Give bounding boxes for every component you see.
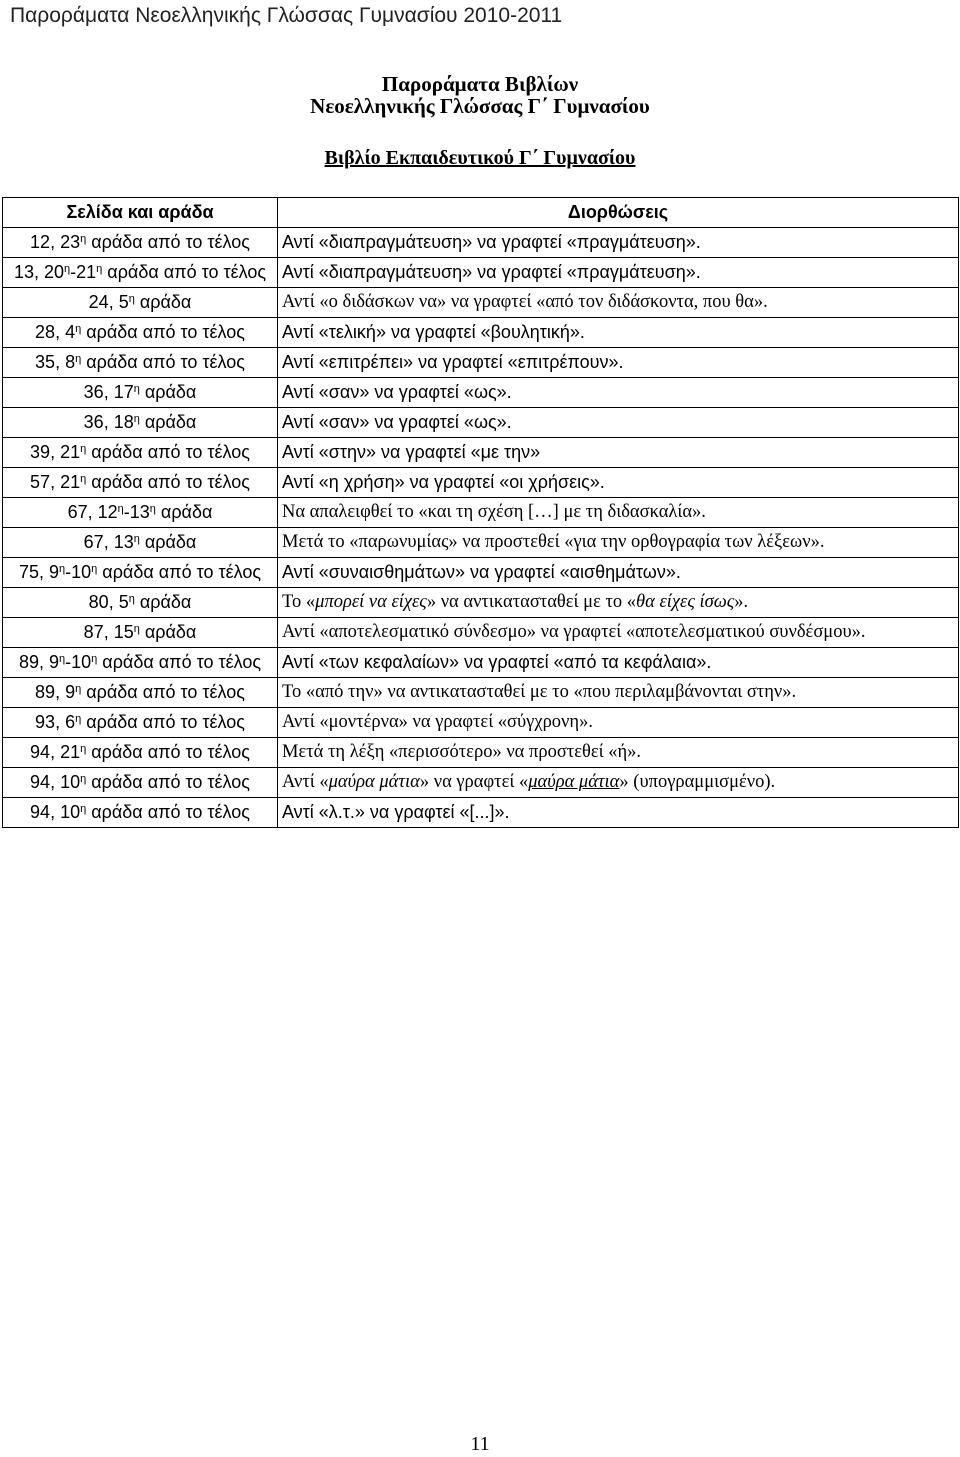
row-correction: [278, 618, 959, 648]
row-correction: [278, 738, 959, 768]
correction-text: Αντί «μοντέρνα» να γραφτεί «σύγχρονη».: [282, 712, 593, 732]
ordinal-mark: η: [80, 443, 87, 455]
correction-text: Μετά τη λέξη «περισσότερο» να προστεθεί «ή».: [282, 742, 642, 762]
row-correction: [278, 588, 959, 618]
row-correction: [278, 258, 959, 288]
row-correction: [278, 528, 959, 558]
ordinal-mark: η: [117, 503, 124, 515]
location-text: αράδα: [134, 292, 192, 312]
location-text: αράδα από το τέλος: [97, 652, 262, 672]
row-location: [3, 438, 278, 468]
location-number: 28, 4: [35, 322, 76, 342]
location-number: 57, 21: [30, 472, 81, 492]
row-location: [3, 528, 278, 558]
ordinal-mark: η: [75, 323, 82, 335]
location-number: 36, 18: [83, 412, 134, 432]
location-text: αράδα από το τέλος: [81, 682, 245, 702]
row-correction: [278, 648, 959, 678]
correction-text: Αντί «διαπραγμάτευση» να γραφτεί «πραγμάτευση».: [282, 232, 701, 252]
table-row: [3, 738, 959, 768]
row-location: [3, 228, 278, 258]
col-header-corrections: Διορθώσεις: [278, 198, 959, 228]
ordinal-mark: η: [128, 593, 135, 605]
location-text: αράδα από το τέλος: [86, 802, 250, 822]
ordinal-mark: η: [80, 233, 87, 245]
ordinal-mark: η: [91, 653, 98, 665]
correction-text: Το «: [282, 592, 316, 612]
ordinal-mark: η: [133, 533, 140, 545]
correction-italic-text: μαύρα μάτια: [328, 772, 420, 792]
location-number: 35, 8: [35, 352, 76, 372]
row-correction: [278, 768, 959, 798]
row-location: [3, 618, 278, 648]
location-number: 94, 10: [30, 772, 81, 792]
row-location: [3, 648, 278, 678]
location-number: 94, 21: [30, 742, 81, 762]
location-text: αράδα από το τέλος: [81, 712, 245, 732]
location-range: -13: [123, 502, 150, 522]
correction-text: Αντί «αποτελεσματικό σύνδεσμο» να γραφτεί «αποτελεσματικού συνδέσμου».: [282, 622, 866, 642]
location-number: 67, 12: [67, 502, 118, 522]
ordinal-mark: η: [59, 653, 66, 665]
ordinal-mark: η: [128, 293, 135, 305]
location-text: αράδα: [139, 532, 197, 552]
location-text: αράδα: [134, 592, 192, 612]
ordinal-mark: η: [149, 503, 156, 515]
running-header: Παροράματα Νεοελληνικής Γλώσσας Γυμνασίου 2010-2011: [10, 4, 563, 27]
row-correction: [278, 228, 959, 258]
ordinal-mark: η: [96, 263, 103, 275]
table-row: [3, 618, 959, 648]
row-location: [3, 678, 278, 708]
correction-text: » να γραφτεί «: [419, 772, 529, 792]
location-text: αράδα από το τέλος: [86, 232, 250, 252]
row-location: [3, 798, 278, 828]
table-row: [3, 768, 959, 798]
location-number: 94, 10: [30, 802, 81, 822]
table-row: [3, 438, 959, 468]
row-location: [3, 558, 278, 588]
location-text: αράδα: [139, 412, 197, 432]
table-row: [3, 408, 959, 438]
row-location: [3, 378, 278, 408]
errata-table: [2, 197, 959, 828]
location-number: 89, 9: [35, 682, 76, 702]
correction-text: Αντί «σαν» να γραφτεί «ως».: [282, 382, 512, 402]
location-number: 39, 21: [30, 442, 81, 462]
ordinal-mark: η: [80, 773, 87, 785]
table-row: [3, 318, 959, 348]
correction-italic-text: μπορεί να είχες: [315, 592, 427, 612]
correction-text: Αντί «τελική» να γραφτεί «βουλητική».: [282, 322, 585, 342]
table-row: [3, 378, 959, 408]
row-correction: [278, 438, 959, 468]
correction-text: Το «από την» να αντικατασταθεί με το «που περιλαμβάνονται στην».: [282, 682, 797, 702]
table-header-row: [3, 198, 959, 228]
ordinal-mark: η: [133, 413, 140, 425]
ordinal-mark: η: [75, 713, 82, 725]
row-location: [3, 768, 278, 798]
row-location: [3, 708, 278, 738]
row-correction: [278, 348, 959, 378]
ordinal-mark: η: [91, 563, 98, 575]
ordinal-mark: η: [80, 473, 87, 485]
correction-text: Να απαλειφθεί το «και τη σχέση […] με τη διδασκαλία».: [282, 502, 706, 522]
location-text: αράδα: [139, 622, 197, 642]
location-number: 67, 13: [83, 532, 134, 552]
location-text: αράδα από το τέλος: [86, 772, 250, 792]
page-number: 11: [470, 1433, 490, 1455]
row-correction: [278, 558, 959, 588]
table-row: [3, 258, 959, 288]
location-text: αράδα από το τέλος: [86, 442, 250, 462]
row-correction: [278, 678, 959, 708]
location-range: -10: [65, 652, 92, 672]
correction-text: Αντί «: [282, 772, 329, 792]
row-correction: [278, 498, 959, 528]
location-number: 93, 6: [35, 712, 76, 732]
row-correction: [278, 408, 959, 438]
location-text: αράδα: [139, 382, 197, 402]
correction-italic-text: μαύρα μάτια: [528, 772, 620, 792]
ordinal-mark: η: [64, 263, 71, 275]
correction-text: Αντί «ο διδάσκων να» να γραφτεί «από τον διδάσκοντα, που θα».: [282, 292, 768, 312]
title-subject: Νεοελληνικής Γλώσσας Γ΄ Γυμνασίου: [310, 94, 650, 118]
correction-text: » (υπογραμμισμένο).: [619, 772, 776, 792]
table-row: [3, 528, 959, 558]
correction-text: Αντί «των κεφαλαίων» να γραφτεί «από τα κεφάλαια».: [282, 652, 712, 672]
table-row: [3, 588, 959, 618]
correction-italic-text: θα είχες ίσως: [636, 592, 735, 612]
ordinal-mark: η: [75, 353, 82, 365]
location-text: αράδα από το τέλος: [97, 562, 262, 582]
ordinal-mark: η: [59, 563, 66, 575]
correction-text: Αντί «επιτρέπει» να γραφτεί «επιτρέπουν».: [282, 352, 624, 372]
correction-text: Αντί «η χρήση» να γραφτεί «οι χρήσεις».: [282, 472, 605, 492]
location-text: αράδα από το τέλος: [81, 322, 245, 342]
row-location: [3, 258, 278, 288]
col-header-location: Σελίδα και αράδα: [3, 198, 278, 228]
location-number: 12, 23: [30, 232, 81, 252]
correction-text: Αντί «λ.τ.» να γραφτεί «[...]».: [282, 802, 510, 822]
table-row: [3, 498, 959, 528]
table-row: [3, 288, 959, 318]
table-row: [3, 348, 959, 378]
location-range: -10: [65, 562, 92, 582]
row-correction: [278, 798, 959, 828]
location-text: αράδα από το τέλος: [86, 472, 250, 492]
title-book: Βιβλίο Εκπαιδευτικού Γ΄ Γυμνασίου: [324, 147, 636, 169]
row-location: [3, 348, 278, 378]
ordinal-mark: η: [80, 803, 87, 815]
row-correction: [278, 378, 959, 408]
table-row: [3, 558, 959, 588]
location-number: 87, 15: [83, 622, 134, 642]
correction-text: Αντί «διαπραγμάτευση» να γραφτεί «πραγμάτευση».: [282, 262, 701, 282]
location-number: 80, 5: [88, 592, 129, 612]
table-row: [3, 678, 959, 708]
row-location: [3, 588, 278, 618]
ordinal-mark: η: [133, 623, 140, 635]
ordinal-mark: η: [80, 743, 87, 755]
row-location: [3, 288, 278, 318]
table-row: [3, 798, 959, 828]
row-location: [3, 738, 278, 768]
location-number: 75, 9: [18, 562, 60, 582]
location-text: αράδα: [155, 502, 213, 522]
row-location: [3, 318, 278, 348]
ordinal-mark: η: [133, 383, 140, 395]
row-correction: [278, 288, 959, 318]
title-errata: Παροράματα Βιβλίων: [381, 72, 579, 96]
row-location: [3, 408, 278, 438]
location-number: 36, 17: [83, 382, 134, 402]
correction-text: » να αντικατασταθεί με το «: [426, 592, 637, 612]
table-row: [3, 648, 959, 678]
location-text: αράδα από το τέλος: [102, 262, 267, 282]
row-location: [3, 468, 278, 498]
correction-text: Αντί «στην» να γραφτεί «με την»: [282, 442, 541, 462]
table-row: [3, 468, 959, 498]
correction-text: Αντί «σαν» να γραφτεί «ως».: [282, 412, 512, 432]
correction-text: Μετά το «παρωνυμίας» να προστεθεί «για την ορθογραφία των λέξεων».: [282, 532, 825, 552]
correction-text: Αντί «συναισθημάτων» να γραφτεί «αισθημάτων».: [282, 562, 681, 582]
location-text: αράδα από το τέλος: [81, 352, 245, 372]
location-number: 89, 9: [18, 652, 60, 672]
row-correction: [278, 318, 959, 348]
location-number: 24, 5: [88, 292, 129, 312]
location-range: -21: [70, 262, 97, 282]
ordinal-mark: η: [75, 683, 82, 695]
table-row: [3, 708, 959, 738]
table-row: [3, 228, 959, 258]
row-correction: [278, 468, 959, 498]
location-text: αράδα από το τέλος: [86, 742, 250, 762]
row-correction: [278, 708, 959, 738]
location-number: 13, 20: [13, 262, 65, 282]
correction-text: ».: [734, 592, 749, 612]
row-location: [3, 498, 278, 528]
